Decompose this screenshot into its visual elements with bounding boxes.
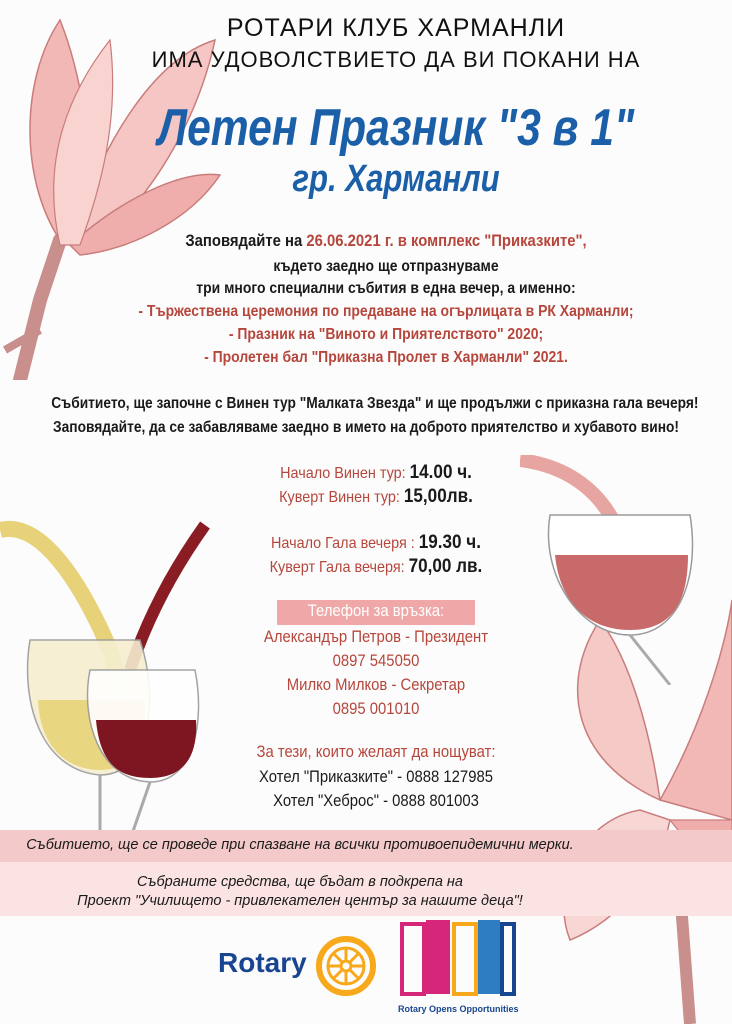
wine-tour-price-label: Куверт Винен тур: [279,489,400,506]
intro-prefix: Заповядайте на [185,232,307,250]
intro-line-3: три много специални събития в една вечер, а именно: [196,280,576,297]
accommodation-heading: За тези, които желаят да нощуват: [256,743,496,761]
header-club-name: РОТАРИ КЛУБ ХАРМАНЛИ [226,14,566,42]
contact-person-2: Милко Милков - Секретар [286,676,466,694]
contact-phone-2: 0895 001010 [332,700,420,718]
wine-tour-price-value: 15,00лв. [403,486,473,507]
funds-note-line-2: Проект "Училището - привлекателен център за нашите деца"! [77,893,523,909]
wine-tour-start [47,462,706,484]
gala-dinner-price-value: 70,00 лв. [408,556,483,577]
opens-opportunities-text: Rotary Opens Opportunities [398,1004,519,1014]
contact-heading: Телефон за връзка: [307,602,445,620]
rotary-wheel-icon [316,936,376,996]
hotel-2: Хотел "Хеброс" - 0888 801003 [273,792,479,810]
rotary-wordmark: Rotary [218,947,307,978]
wine-tour-start-label: Начало Винен тур: [280,465,406,482]
gala-dinner-start-label: Начало Гала вечеря : [270,535,415,552]
gala-dinner-start [47,532,706,554]
opens-opportunities-doors-icon [400,918,516,1000]
contact-phone-1: 0897 545050 [332,652,420,670]
event-location: гр. Харманли [292,158,500,200]
intro-date: 26.06.2021 г. в комплекс "Приказките", [306,232,587,250]
funds-note-line-1: Събраните средства, ще бъдат в подкрепа на [137,874,463,890]
description-line-2: Заповядайте, да се забавляваме заедно в името на доброто приятелство и хубавото вино! [52,419,679,436]
wine-tour-price [47,486,706,508]
hotel-1: Хотел "Приказките" - 0888 127985 [259,768,493,786]
intro-line-2: където заедно ще отпразнуваме [273,258,499,275]
gala-dinner-start-value: 19.30 ч. [418,532,481,553]
event-title: Летен Празник "3 в 1" [157,99,635,157]
wine-tour-start-value: 14.00 ч. [409,462,472,483]
contact-person-1: Александър Петров - Президент [263,628,489,646]
header-invitation-line: ИМА УДОВОЛСТВИЕТО ДА ВИ ПОКАНИ НА [151,47,641,72]
description-line-1: Събитието, ще започне с Винен тур "Малката Звезда" и ще продължи с приказна гала вечеря! [51,395,699,412]
event-item-2: - Празник на "Виното и Приятелството" 2020; [228,326,544,343]
event-item-1: - Тържествена церемония по предаване на огърлицата в РК Харманли; [138,303,634,320]
event-item-3: - Пролетен бал "Приказна Пролет в Харманли" 2021. [204,349,568,366]
gala-dinner-price [47,556,706,578]
intro-date-line [57,232,716,251]
measures-note: Събитието, ще се проведе при спазване на всички противоепидемични мерки. [26,837,574,853]
gala-dinner-price-label: Куверт Гала вечеря: [269,559,405,576]
